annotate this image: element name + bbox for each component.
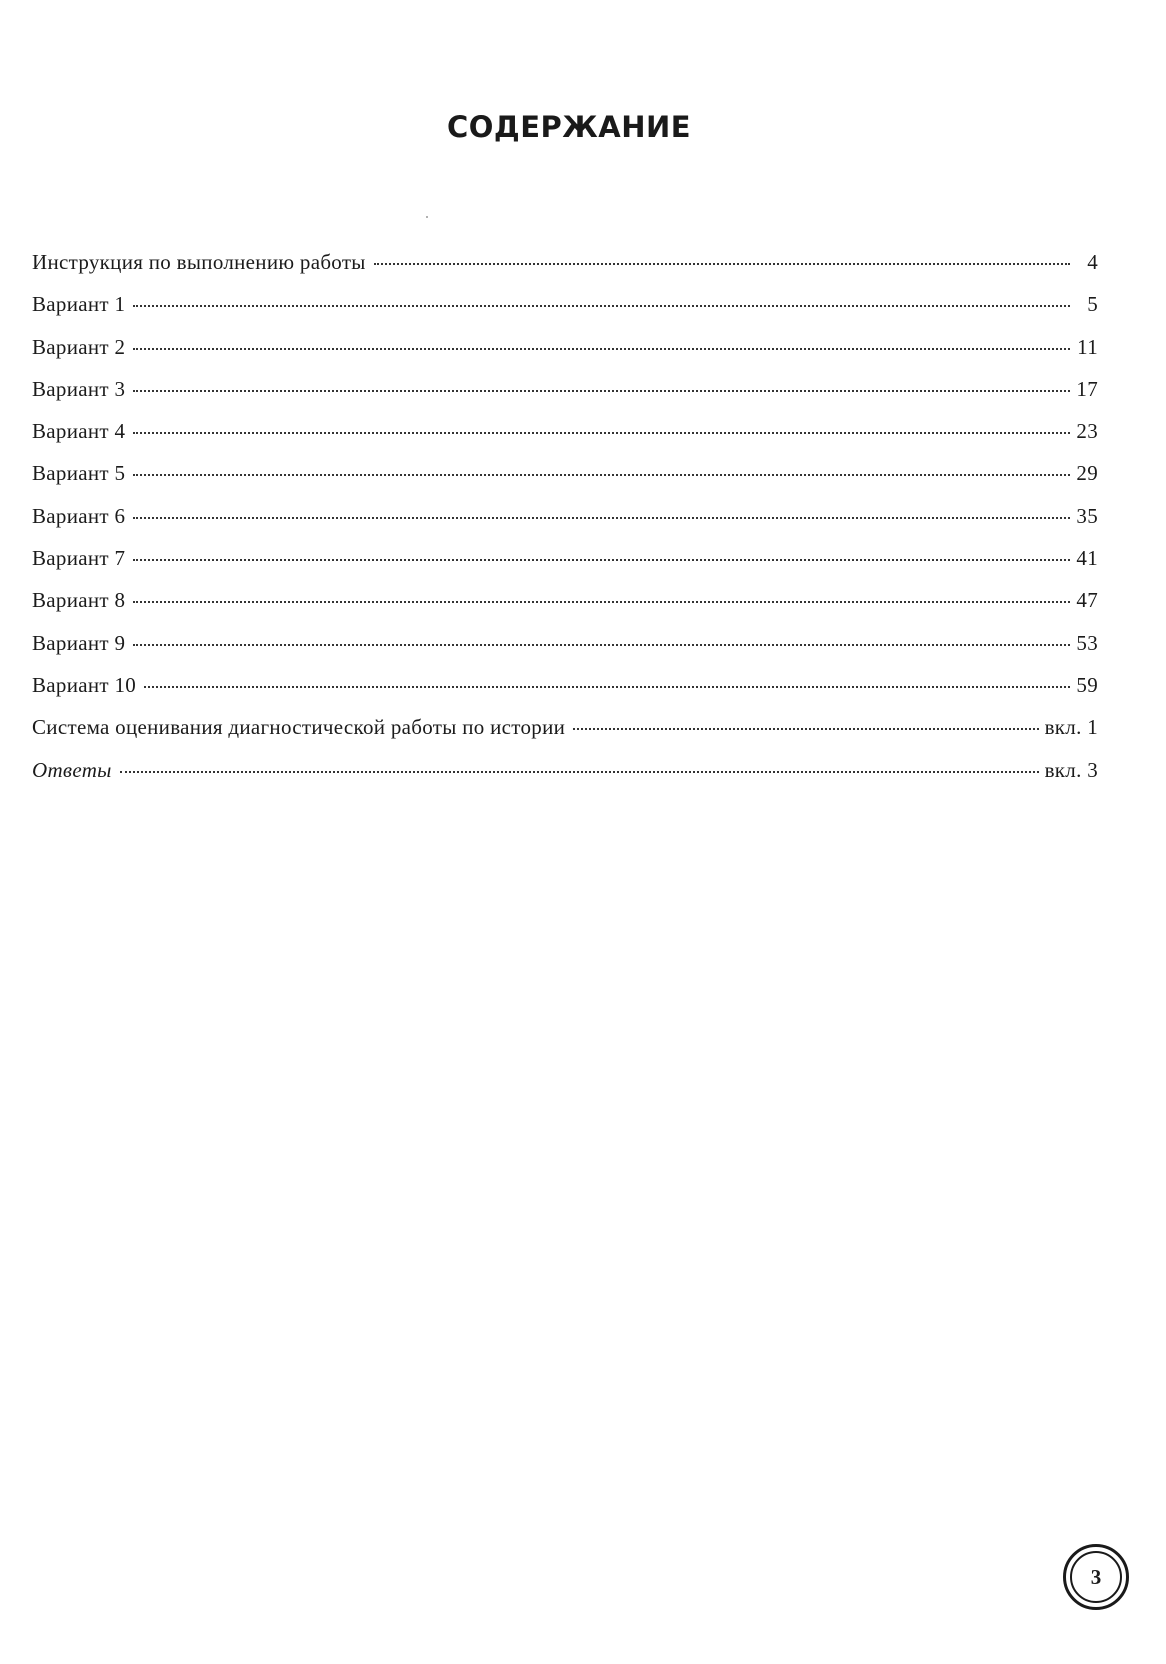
page-number: 3 (1070, 1551, 1122, 1603)
dot-leader (144, 686, 1070, 688)
toc-entry-label: Вариант 4 (32, 419, 126, 444)
dot-leader (374, 263, 1070, 265)
dot-leader (133, 644, 1070, 646)
toc-entry-label: Вариант 9 (32, 630, 126, 655)
toc-entry-page: 17 (1076, 376, 1098, 401)
toc-entry-variant-2[interactable] (32, 335, 1098, 377)
dot-leader (133, 601, 1070, 603)
toc-entry-label: Вариант 10 (32, 672, 137, 697)
toc-entry-variant-5[interactable] (32, 461, 1098, 503)
dot-leader (573, 728, 1038, 730)
toc-entry-answers[interactable] (32, 758, 1098, 800)
toc-entry-page: 53 (1076, 630, 1098, 655)
toc-entry-page: 23 (1076, 419, 1098, 444)
toc-entry-page: 11 (1077, 334, 1098, 359)
toc-entry-label: Вариант 5 (32, 461, 126, 486)
toc-entry-variant-7[interactable] (32, 546, 1098, 588)
toc-entry-label: Вариант 6 (32, 503, 126, 528)
dot-leader (133, 432, 1070, 434)
toc-entry-page: 47 (1076, 588, 1098, 613)
toc-entry-variant-6[interactable] (32, 504, 1098, 546)
table-of-contents (32, 250, 1098, 800)
toc-entry-label: Вариант 3 (32, 376, 126, 401)
toc-entry-variant-1[interactable] (32, 292, 1098, 334)
toc-entry-label: Вариант 2 (32, 334, 126, 359)
dot-leader (133, 390, 1070, 392)
toc-entry-page: 41 (1076, 546, 1098, 571)
page-number-badge (1063, 1544, 1129, 1610)
toc-entry-label: Ответы (32, 757, 112, 782)
toc-entry-label: Вариант 7 (32, 546, 126, 571)
toc-entry-variant-3[interactable] (32, 377, 1098, 419)
toc-entry-variant-8[interactable] (32, 588, 1098, 630)
dot-leader (133, 348, 1070, 350)
toc-entry-variant-9[interactable] (32, 631, 1098, 673)
toc-entry-grading-system[interactable] (32, 715, 1098, 757)
toc-entry-page: 59 (1076, 672, 1098, 697)
dot-leader (120, 771, 1039, 773)
dot-leader (133, 474, 1070, 476)
toc-entry-label: Инструкция по выполнению работы (32, 250, 366, 274)
toc-entry-label: Вариант 8 (32, 588, 126, 613)
toc-entry-variant-10[interactable] (32, 673, 1098, 715)
dot-leader (133, 517, 1070, 519)
toc-entry-page: 29 (1076, 461, 1098, 486)
dot-leader (133, 305, 1070, 307)
toc-entry-label: Система оценивания диагностической работы по истории (32, 715, 566, 740)
toc-entry-instructions[interactable] (32, 250, 1098, 292)
toc-entry-variant-4[interactable] (32, 419, 1098, 461)
toc-entry-page: вкл. 1 (1044, 715, 1098, 740)
toc-entry-page: 5 (1087, 292, 1098, 317)
toc-entry-label: Вариант 1 (32, 292, 126, 317)
toc-entry-page: 35 (1076, 503, 1098, 528)
toc-entry-page: 4 (1087, 250, 1098, 274)
print-speck (426, 216, 428, 218)
dot-leader (133, 559, 1070, 561)
toc-entry-page: вкл. 3 (1044, 757, 1098, 782)
page-title: СОДЕРЖАНИЕ (446, 110, 692, 144)
